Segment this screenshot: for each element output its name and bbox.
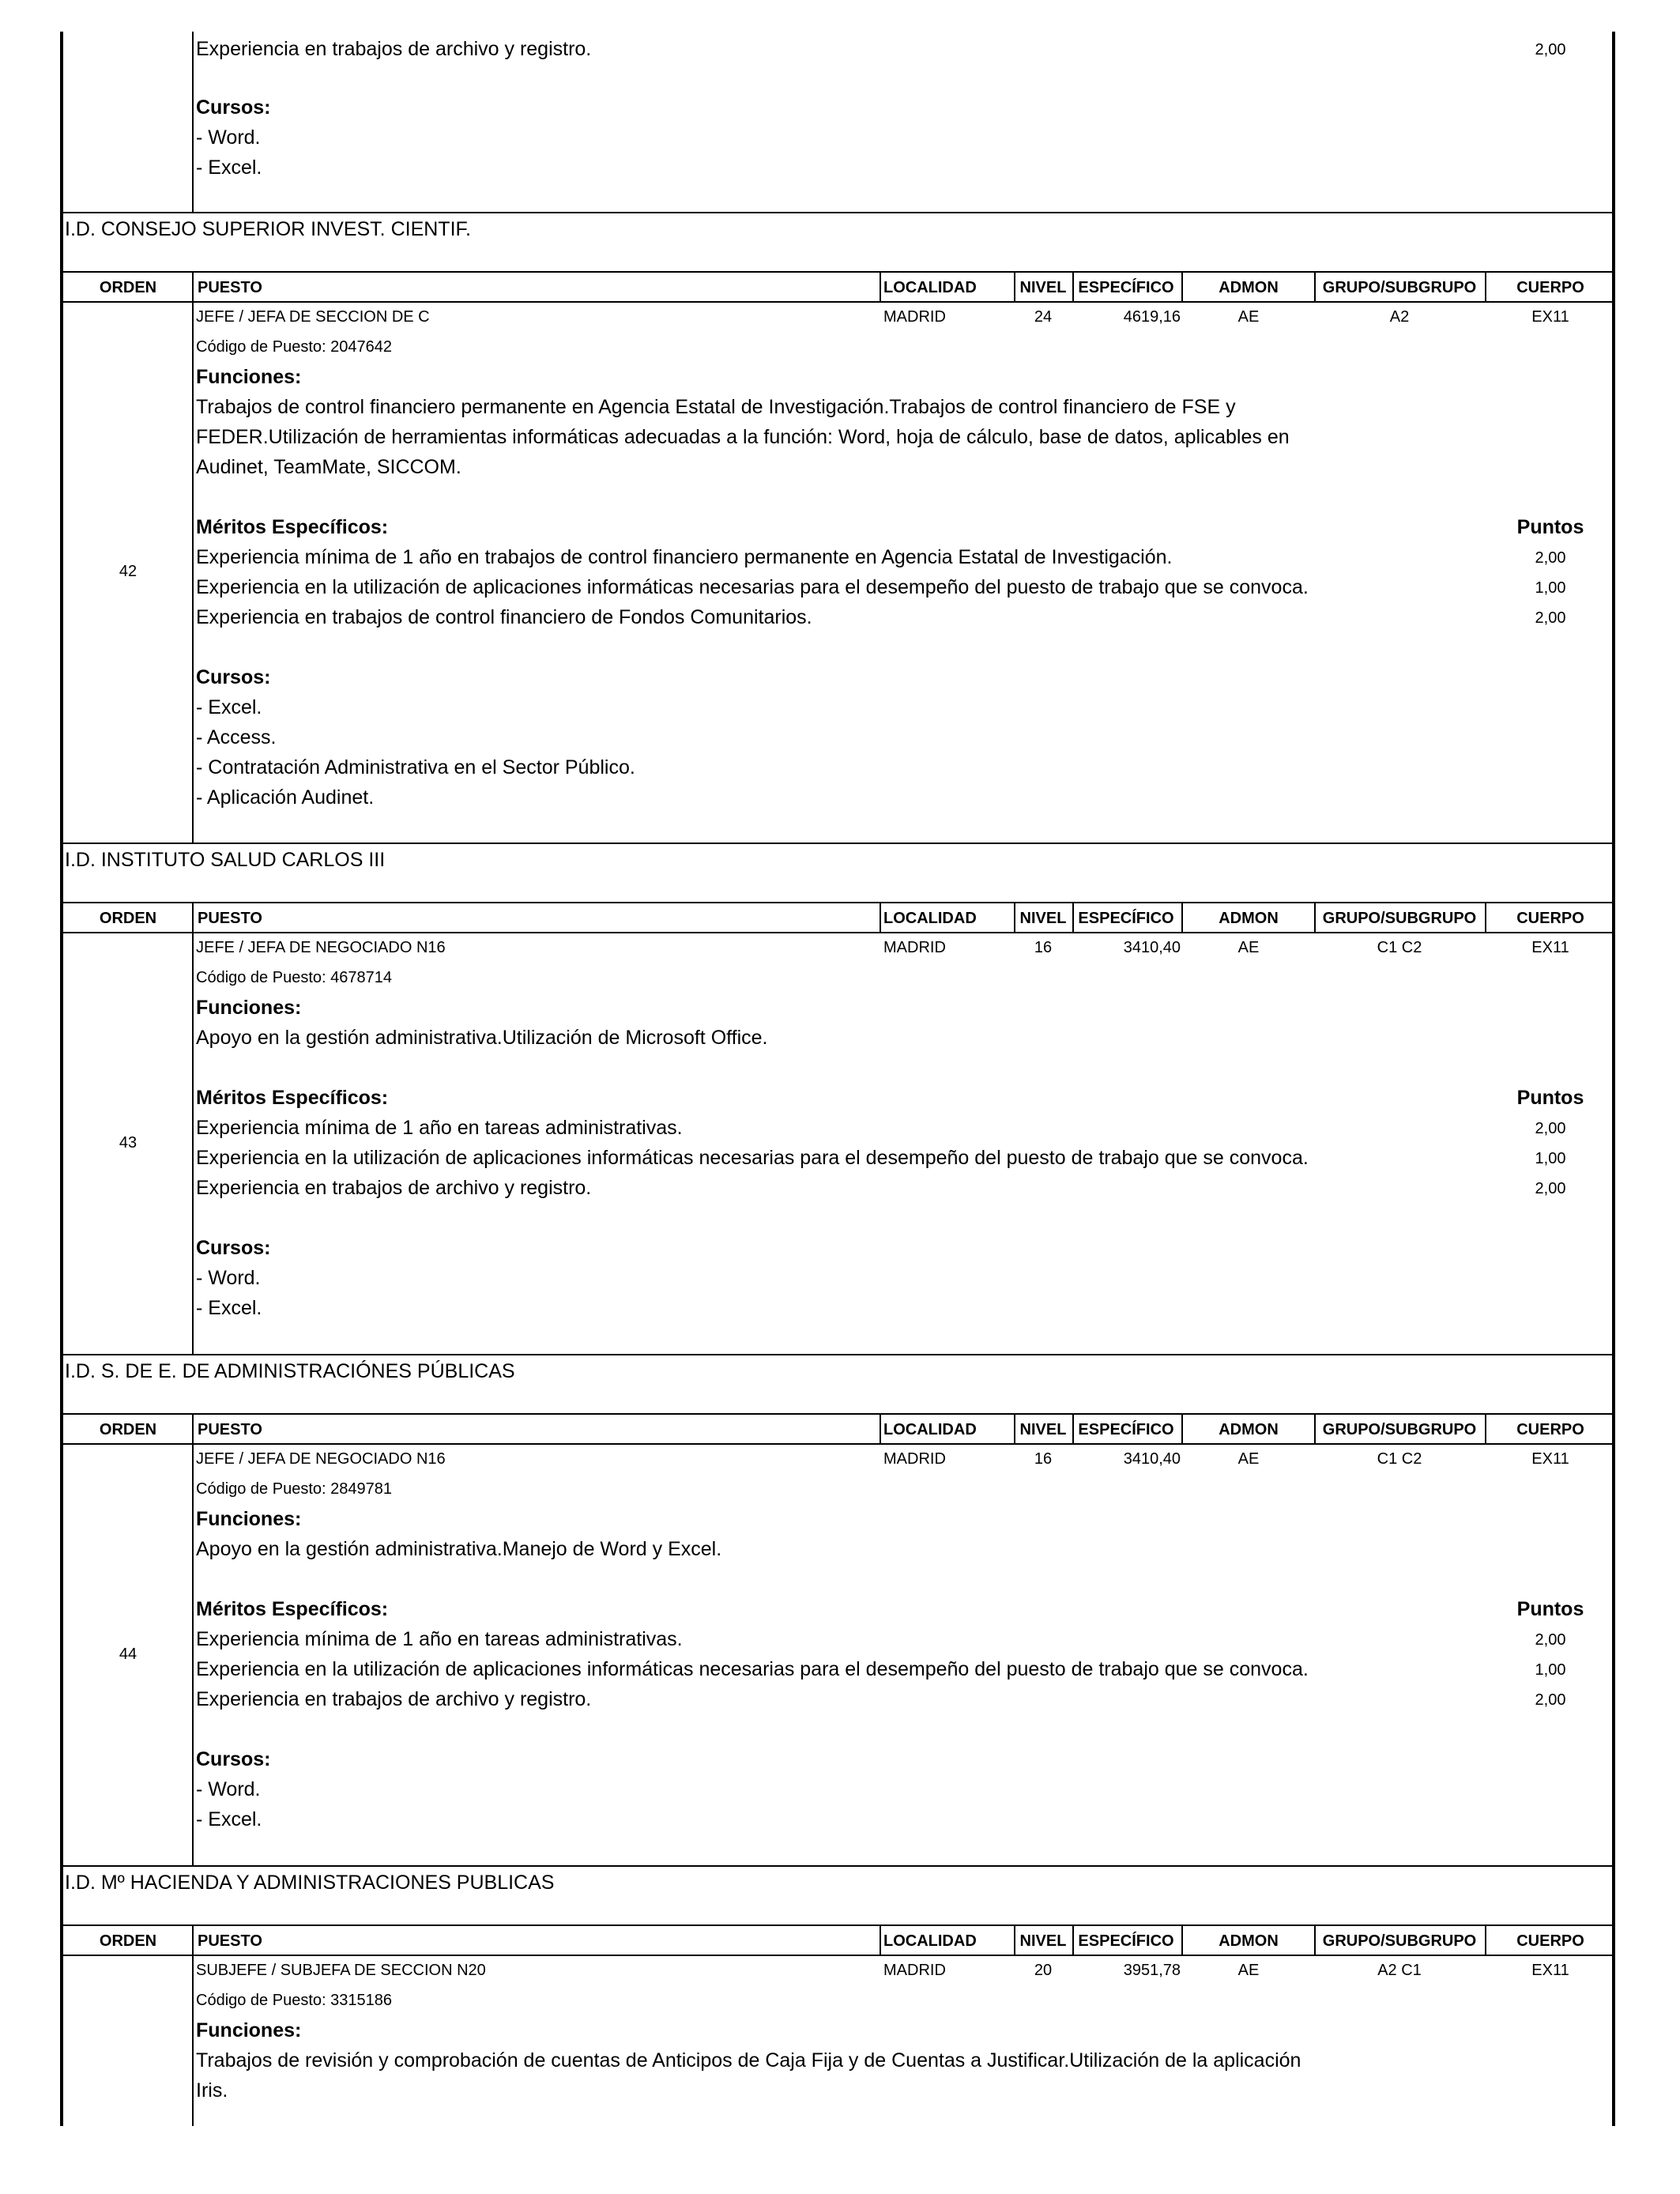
grupo-value: A2 C1 <box>1377 1962 1422 1979</box>
nivel-value: 24 <box>1034 308 1053 326</box>
cursos-label: Cursos: <box>196 1237 271 1259</box>
vertical-rule <box>1485 902 1486 932</box>
vertical-rule <box>880 1413 881 1443</box>
merito-points: 2,00 <box>1535 1180 1566 1197</box>
merito-points: 2,00 <box>1535 609 1566 627</box>
vertical-rule <box>1314 1413 1316 1443</box>
curso-item: - Word. <box>196 1778 261 1800</box>
cursos-label: Cursos: <box>196 666 271 688</box>
merito-text: Experiencia en trabajos de archivo y registro. <box>196 1177 592 1199</box>
vertical-rule <box>1485 1924 1486 1955</box>
header-nivel: NIVEL <box>1019 1421 1067 1438</box>
vertical-rule <box>192 271 194 301</box>
cursos-label: Cursos: <box>196 1748 271 1770</box>
funciones-line: Iris. <box>196 2079 228 2102</box>
section-title: I.D. CONSEJO SUPERIOR INVEST. CIENTIF. <box>65 218 471 240</box>
grupo-value: C1 C2 <box>1377 1450 1422 1468</box>
nivel-value: 16 <box>1034 939 1053 956</box>
header-orden: ORDEN <box>99 1932 157 1950</box>
header-puesto: PUESTO <box>198 1932 262 1950</box>
especifico-value: 4619,16 <box>1123 308 1181 326</box>
horizontal-rule <box>62 1443 1615 1445</box>
codigo-puesto: Código de Puesto: 3315186 <box>196 1992 392 2009</box>
header-grupo: GRUPO/SUBGRUPO <box>1322 279 1477 296</box>
vertical-rule <box>192 32 194 212</box>
puntos-label: Puntos <box>1516 516 1584 538</box>
orden-number: 43 <box>119 1134 137 1152</box>
meritos-label: Méritos Específicos: <box>196 1087 389 1109</box>
especifico-value: 3410,40 <box>1123 939 1181 956</box>
vertical-rule <box>880 1924 881 1955</box>
merito-points: 2,00 <box>1535 1631 1566 1649</box>
merito-text: Experiencia mínima de 1 año en trabajos de control financiero permanente en Agencia Estatal de Investigación. <box>196 546 1173 568</box>
puesto-name: SUBJEFE / SUBJEFA DE SECCION N20 <box>196 1962 486 1979</box>
puesto-name: JEFE / JEFA DE SECCION DE C <box>196 308 430 326</box>
vertical-rule <box>1181 271 1183 301</box>
header-admon: ADMON <box>1219 1932 1279 1950</box>
nivel-value: 20 <box>1034 1962 1053 1979</box>
curso-item: - Access. <box>196 726 277 748</box>
admon-value: AE <box>1237 308 1260 326</box>
vertical-rule <box>192 1955 194 2126</box>
vertical-rule <box>1485 271 1486 301</box>
header-localidad: LOCALIDAD <box>883 1421 977 1438</box>
merito-text: Experiencia mínima de 1 año en tareas administrativas. <box>196 1628 683 1650</box>
grupo-value: C1 C2 <box>1377 939 1422 956</box>
vertical-rule <box>1612 32 1615 2126</box>
header-localidad: LOCALIDAD <box>883 1932 977 1950</box>
puesto-name: JEFE / JEFA DE NEGOCIADO N16 <box>196 1450 446 1468</box>
codigo-puesto: Código de Puesto: 4678714 <box>196 969 392 986</box>
merito-text: Experiencia en trabajos de archivo y registro. <box>196 1688 592 1710</box>
header-orden: ORDEN <box>99 910 157 927</box>
curso-item: - Excel. <box>196 1297 262 1319</box>
puntos-label: Puntos <box>1516 1087 1584 1109</box>
curso-item: - Excel. <box>196 1808 262 1830</box>
horizontal-rule <box>62 1924 1615 1926</box>
funciones-line: Trabajos de control financiero permanente en Agencia Estatal de Investigación.Trabajos de control financiero de FSE y <box>196 396 1236 418</box>
especifico-value: 3410,40 <box>1123 1450 1181 1468</box>
vertical-rule <box>192 1413 194 1443</box>
header-localidad: LOCALIDAD <box>883 279 977 296</box>
vertical-rule <box>192 902 194 932</box>
funciones-line: Audinet, TeamMate, SICCOM. <box>196 456 461 478</box>
header-localidad: LOCALIDAD <box>883 910 977 927</box>
vertical-rule <box>192 1924 194 1955</box>
horizontal-rule <box>62 301 1615 303</box>
header-puesto: PUESTO <box>198 910 262 927</box>
horizontal-rule <box>62 932 1615 933</box>
section-title: I.D. S. DE E. DE ADMINISTRACIÓNES PÚBLICAS <box>65 1360 515 1382</box>
horizontal-rule <box>62 1354 1615 1355</box>
vertical-rule <box>880 271 881 301</box>
header-especifico: ESPECÍFICO <box>1078 279 1174 296</box>
curso-item: - Aplicación Audinet. <box>196 786 375 809</box>
horizontal-rule <box>62 843 1615 844</box>
curso-item: - Excel. <box>196 696 262 718</box>
vertical-rule <box>880 902 881 932</box>
vertical-rule <box>1072 902 1074 932</box>
cuerpo-value: EX11 <box>1531 1450 1569 1468</box>
header-grupo: GRUPO/SUBGRUPO <box>1322 910 1477 927</box>
funciones-line: Apoyo en la gestión administrativa.Manejo de Word y Excel. <box>196 1538 722 1560</box>
header-grupo: GRUPO/SUBGRUPO <box>1322 1421 1477 1438</box>
orden-number: 44 <box>119 1646 137 1663</box>
merito-text: Experiencia en la utilización de aplicaciones informáticas necesarias para el desempeño del puesto de trabajo que se convoca. <box>196 576 1309 598</box>
header-admon: ADMON <box>1219 910 1279 927</box>
cursos-label: Cursos: <box>196 96 271 119</box>
merito-points: 2,00 <box>1535 1691 1566 1709</box>
vertical-rule <box>1181 1924 1183 1955</box>
cuerpo-value: EX11 <box>1531 939 1569 956</box>
puntos-label: Puntos <box>1516 1598 1584 1620</box>
horizontal-rule <box>62 1955 1615 1956</box>
merito-points: 2,00 <box>1535 1120 1566 1137</box>
header-cuerpo: CUERPO <box>1516 910 1584 927</box>
vertical-rule <box>192 301 194 843</box>
admon-value: AE <box>1237 939 1260 956</box>
nivel-value: 16 <box>1034 1450 1053 1468</box>
merito-points: 1,00 <box>1535 579 1566 597</box>
merito-text: Experiencia mínima de 1 año en tareas administrativas. <box>196 1117 683 1139</box>
meritos-label: Méritos Específicos: <box>196 1598 389 1620</box>
horizontal-rule <box>62 1413 1615 1415</box>
vertical-rule <box>1314 1924 1316 1955</box>
funciones-line: Trabajos de revisión y comprobación de cuentas de Anticipos de Caja Fija y de Cuentas a Justificar.Utilización de la aplicación <box>196 2049 1301 2071</box>
header-especifico: ESPECÍFICO <box>1078 1932 1174 1950</box>
header-orden: ORDEN <box>99 1421 157 1438</box>
cuerpo-value: EX11 <box>1531 308 1569 326</box>
vertical-rule <box>1014 902 1015 932</box>
localidad-value: MADRID <box>883 1962 946 1979</box>
meritos-label: Méritos Específicos: <box>196 516 389 538</box>
curso-item: - Word. <box>196 126 261 149</box>
funciones-label: Funciones: <box>196 366 302 388</box>
header-admon: ADMON <box>1219 279 1279 296</box>
localidad-value: MADRID <box>883 939 946 956</box>
vertical-rule <box>1314 902 1316 932</box>
horizontal-rule <box>62 271 1615 273</box>
codigo-puesto: Código de Puesto: 2849781 <box>196 1480 392 1498</box>
vertical-rule <box>1485 1413 1486 1443</box>
merito-points: 1,00 <box>1535 1150 1566 1167</box>
merito-text: Experiencia en la utilización de aplicaciones informáticas necesarias para el desempeño del puesto de trabajo que se convoca. <box>196 1147 1309 1169</box>
curso-item: - Word. <box>196 1267 261 1289</box>
section-title: I.D. INSTITUTO SALUD CARLOS III <box>65 849 386 871</box>
admon-value: AE <box>1237 1450 1260 1468</box>
merito-text: Experiencia en la utilización de aplicaciones informáticas necesarias para el desempeño del puesto de trabajo que se convoca. <box>196 1658 1309 1680</box>
grupo-value: A2 <box>1389 308 1410 326</box>
vertical-rule <box>192 1443 194 1865</box>
header-cuerpo: CUERPO <box>1516 279 1584 296</box>
section-title: I.D. Mº HACIENDA Y ADMINISTRACIONES PUBLICAS <box>65 1872 555 1894</box>
header-orden: ORDEN <box>99 279 157 296</box>
vertical-rule <box>60 32 63 2126</box>
funciones-label: Funciones: <box>196 2019 302 2041</box>
header-especifico: ESPECÍFICO <box>1078 910 1174 927</box>
orden-number: 42 <box>119 563 137 580</box>
horizontal-rule <box>62 1865 1615 1867</box>
funciones-label: Funciones: <box>196 997 302 1019</box>
funciones-line: FEDER.Utilización de herramientas informáticas adecuadas a la función: Word, hoja de cálculo, base de datos, aplicables en <box>196 426 1290 448</box>
merito-points: 2,00 <box>1535 41 1566 58</box>
merito-text: Experiencia en trabajos de control financiero de Fondos Comunitarios. <box>196 606 812 628</box>
funciones-label: Funciones: <box>196 1508 302 1530</box>
merito-points: 2,00 <box>1535 549 1566 567</box>
curso-item: - Excel. <box>196 156 262 179</box>
header-grupo: GRUPO/SUBGRUPO <box>1322 1932 1477 1950</box>
codigo-puesto: Código de Puesto: 2047642 <box>196 338 392 356</box>
vertical-rule <box>1014 271 1015 301</box>
vertical-rule <box>1014 1924 1015 1955</box>
vertical-rule <box>1314 271 1316 301</box>
vertical-rule <box>1072 1413 1074 1443</box>
vertical-rule <box>1072 271 1074 301</box>
funciones-line: Apoyo en la gestión administrativa.Utilización de Microsoft Office. <box>196 1027 768 1049</box>
vertical-rule <box>1181 1413 1183 1443</box>
especifico-value: 3951,78 <box>1123 1962 1181 1979</box>
admon-value: AE <box>1237 1962 1260 1979</box>
localidad-value: MADRID <box>883 308 946 326</box>
header-puesto: PUESTO <box>198 279 262 296</box>
merito-points: 1,00 <box>1535 1661 1566 1679</box>
header-cuerpo: CUERPO <box>1516 1421 1584 1438</box>
header-nivel: NIVEL <box>1019 1932 1067 1950</box>
horizontal-rule <box>62 902 1615 903</box>
curso-item: - Contratación Administrativa en el Sector Público. <box>196 756 635 778</box>
merito-text: Experiencia en trabajos de archivo y registro. <box>196 38 592 60</box>
vertical-rule <box>1181 902 1183 932</box>
header-cuerpo: CUERPO <box>1516 1932 1584 1950</box>
cuerpo-value: EX11 <box>1531 1962 1569 1979</box>
horizontal-rule <box>62 212 1615 213</box>
vertical-rule <box>192 932 194 1354</box>
header-especifico: ESPECÍFICO <box>1078 1421 1174 1438</box>
puesto-name: JEFE / JEFA DE NEGOCIADO N16 <box>196 939 446 956</box>
vertical-rule <box>1072 1924 1074 1955</box>
header-nivel: NIVEL <box>1019 910 1067 927</box>
localidad-value: MADRID <box>883 1450 946 1468</box>
header-nivel: NIVEL <box>1019 279 1067 296</box>
header-puesto: PUESTO <box>198 1421 262 1438</box>
vertical-rule <box>1014 1413 1015 1443</box>
header-admon: ADMON <box>1219 1421 1279 1438</box>
